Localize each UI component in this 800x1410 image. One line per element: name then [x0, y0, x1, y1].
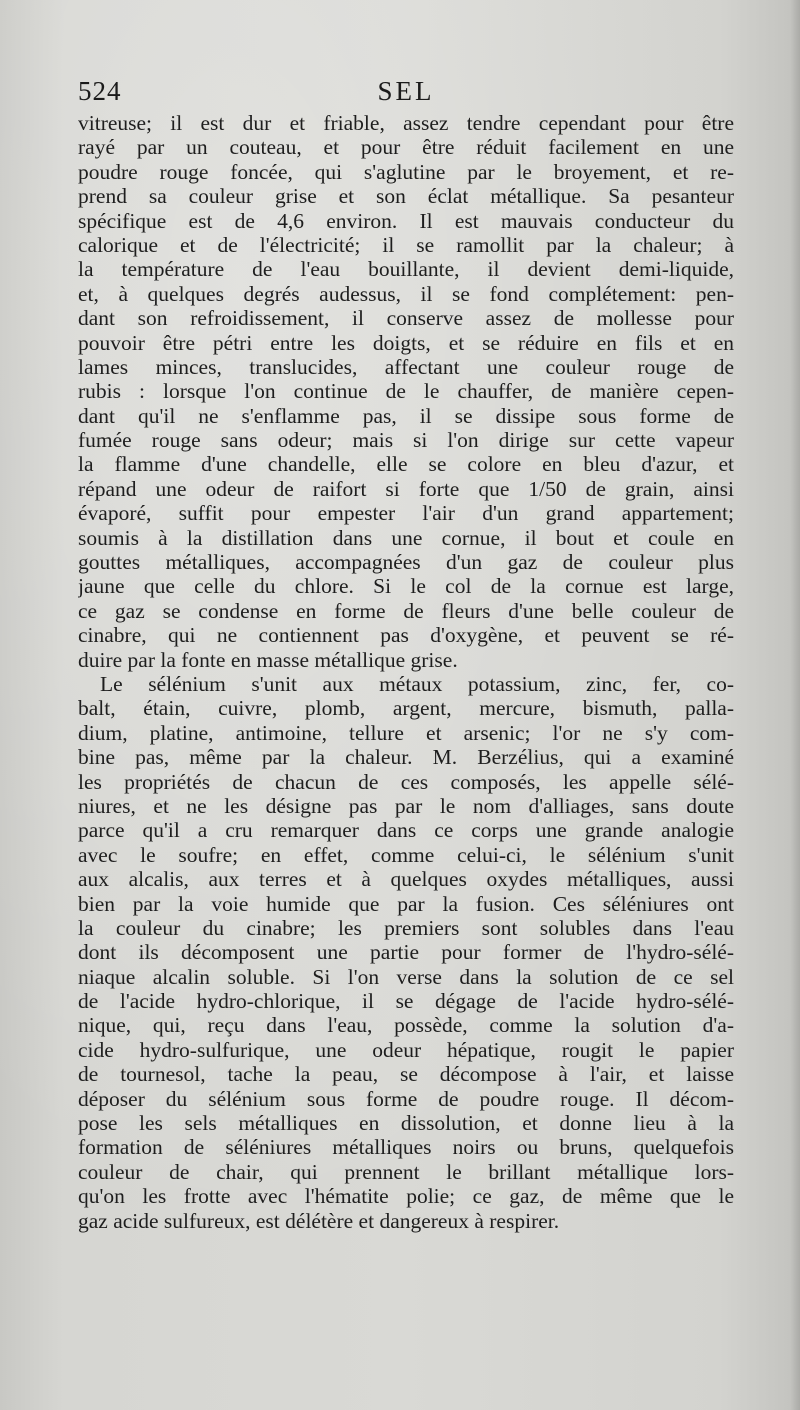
text-line: niaque alcalin soluble. Si l'on verse dans la solution de ce sel: [78, 964, 734, 989]
page-header: [78, 76, 734, 112]
text-line: cide hydro-sulfurique, une odeur hépatique, rougit le papier: [78, 1037, 734, 1062]
text-line: spécifique est de 4,6 environ. Il est mauvais conducteur du: [78, 208, 734, 233]
text-line: poudre rouge foncée, qui s'aglutine par le broyement, et re-: [78, 159, 734, 184]
text-line: lames minces, translucides, affectant une couleur rouge de: [78, 354, 734, 379]
text-line: rubis : lorsque l'on continue de le chauffer, de manière cepen-: [78, 379, 734, 404]
text-line: dont ils décomposent une partie pour former de l'hydro-sélé-: [78, 940, 734, 965]
text-line: dant qu'il ne s'enflamme pas, il se dissipe sous forme de: [78, 403, 734, 428]
text-line: gouttes métalliques, accompagnées d'un gaz de couleur plus: [78, 550, 734, 575]
text-line: de tournesol, tache la peau, se décompose à l'air, et laisse: [78, 1062, 734, 1087]
text-line: évaporé, suffit pour empester l'air d'un grand appartement;: [78, 501, 734, 526]
text-line: balt, étain, cuivre, plomb, argent, mercure, bismuth, palla-: [78, 696, 734, 721]
text-line: qu'on les frotte avec l'hématite polie; ce gaz, de même que le: [78, 1184, 734, 1209]
text-line: prend sa couleur grise et son éclat métallique. Sa pesanteur: [78, 184, 734, 209]
text-line: duire par la fonte en masse métallique grise.: [78, 647, 458, 672]
page-number: 524: [78, 76, 122, 106]
text-line: jaune que celle du chlore. Si le col de la cornue est large,: [78, 574, 734, 599]
text-line: parce qu'il a cru remarquer dans ce corps une grande analogie: [78, 818, 734, 843]
text-line: nique, qui, reçu dans l'eau, possède, comme la solution d'a-: [78, 1013, 734, 1038]
text-line: niures, et ne les désigne pas par le nom d'alliages, sans doute: [78, 793, 734, 818]
text-line: cinabre, qui ne contiennent pas d'oxygène, et peuvent se ré-: [78, 623, 734, 648]
text-line: avec le soufre; en effet, comme celui-ci, le sélénium s'unit: [78, 842, 734, 867]
text-line: bine pas, même par la chaleur. M. Berzélius, qui a examiné: [78, 745, 734, 770]
text-line: gaz acide sulfureux, est délétère et dangereux à respirer.: [78, 1208, 560, 1233]
text-line: soumis à la distillation dans une cornue, il bout et coule en: [78, 525, 734, 550]
text-line: Le sélénium s'unit aux métaux potassium, zinc, fer, co-: [100, 671, 734, 696]
text-line: déposer du sélénium sous forme de poudre rouge. Il décom-: [78, 1086, 734, 1111]
text-line: la couleur du cinabre; les premiers sont solubles dans l'eau: [78, 915, 734, 940]
text-line: couleur de chair, qui prennent le brillant métallique lors-: [78, 1159, 734, 1184]
text-line: ce gaz se condense en forme de fleurs d'une belle couleur de: [78, 598, 734, 623]
text-line: les propriétés de chacun de ces composés, les appelle sélé-: [78, 769, 734, 794]
text-line: dant son refroidissement, il conserve assez de mollesse pour: [78, 306, 734, 331]
text-line: pose les sels métalliques en dissolution, et donne lieu à la: [78, 1111, 734, 1136]
text-line: calorique et de l'électricité; il se ramollit par la chaleur; à: [78, 232, 734, 257]
text-line: de l'acide hydro-chlorique, il se dégage de l'acide hydro-sélé-: [78, 989, 734, 1014]
text-line: vitreuse; il est dur et friable, assez tendre cependant pour être: [78, 111, 734, 135]
paragraph: [78, 111, 734, 672]
text-line: répand une odeur de raifort si forte que 1/50 de grain, ainsi: [78, 476, 734, 501]
body-text: [78, 111, 734, 1233]
text-line: rayé par un couteau, et pour être réduit facilement en une: [78, 135, 734, 160]
text-line: formation de séléniures métalliques noirs ou bruns, quelquefois: [78, 1135, 734, 1160]
text-line: et, à quelques degrés audessus, il se fond complétement: pen-: [78, 281, 734, 306]
text-line: fumée rouge sans odeur; mais si l'on dirige sur cette vapeur: [78, 428, 734, 453]
text-line: pouvoir être pétri entre les doigts, et se réduire en fils et en: [78, 330, 734, 355]
running-head: SEL: [377, 76, 435, 106]
text-line: la température de l'eau bouillante, il devient demi-liquide,: [78, 257, 734, 282]
text-line: aux alcalis, aux terres et à quelques oxydes métalliques, aussi: [78, 867, 734, 892]
page-edge-shadow: [790, 0, 800, 1410]
text-line: la flamme d'une chandelle, elle se colore en bleu d'azur, et: [78, 452, 734, 477]
paragraph: [78, 672, 734, 1233]
text-line: bien par la voie humide que par la fusion. Ces séléniures ont: [78, 891, 734, 916]
text-line: dium, platine, antimoine, tellure et arsenic; l'or ne s'y com-: [78, 720, 734, 745]
